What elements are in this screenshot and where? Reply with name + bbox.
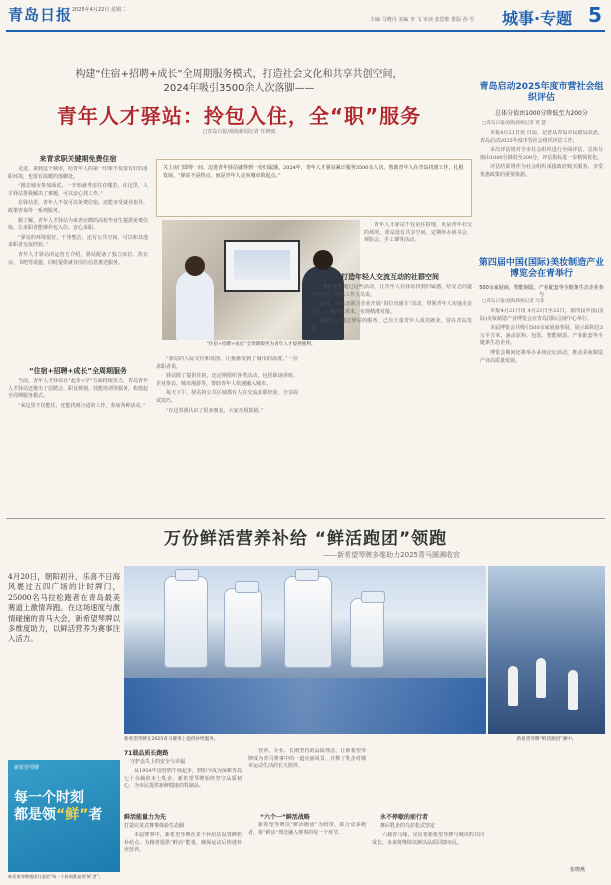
pull-quote: 关上房门即得一间，迈进青年驿站就得到一份归属感。2024年，青年人才驿站累计服务3500余人次，帮助青年人在青岛找到工作、扎根发展。“驿站不是终点，而是青年人走向城市的起点。” xyxy=(156,159,472,217)
paragraph: “在这里我认识了很多朋友，大家互相鼓励。” xyxy=(166,407,264,414)
header-rule xyxy=(6,30,605,32)
masthead: 青岛日报 xyxy=(8,6,73,24)
sec4-body xyxy=(372,832,484,882)
brand-poster xyxy=(8,760,120,872)
sec4-title: 永不停歇的前行者 xyxy=(380,814,429,821)
runner-figure xyxy=(536,658,546,698)
poster-line-3: 者 xyxy=(88,807,103,823)
main-story xyxy=(6,34,472,516)
col1-body-2 xyxy=(8,378,148,514)
paragraph: 营养、专业、长期坚持的品质理念，让新希望琴牌成为青马赛事中的一道亮丽风景，诠释了乳企对城市运动生活的长久陪伴。 xyxy=(248,748,366,770)
kicker-line-1: 构建“住宿+招聘+成长”全周期服务模式，打造社会文化和共享共创空间， xyxy=(75,69,403,80)
milk-bottle-shape xyxy=(224,588,262,668)
paragraph: 此外，驿站还联合企业开展“岗位直通车”活动，带领青年人实地走访企业，了解岗位需求，实现精准对接。 xyxy=(310,301,472,315)
sidebar-body-2 xyxy=(480,308,603,514)
poster-slogan xyxy=(14,790,102,824)
paragraph: 本次评估将对全市社会组织进行全面评估，总体分值由1000分降低至200分，评估指标进一步精简优化。 xyxy=(480,147,603,161)
photo-caption: “住宿+招聘+成长”全周期服务为青年人才提供便利。 xyxy=(206,342,316,347)
runner-figure xyxy=(508,666,518,706)
col2-body xyxy=(156,356,298,514)
sidebar-body-1 xyxy=(480,130,603,250)
col3-body xyxy=(310,284,472,514)
sidebar-headline-1: 青岛启动2025年度市营社会组织评估 xyxy=(479,82,604,103)
main-kicker xyxy=(6,68,472,96)
paragraph: 青年人才驿站的运营方介绍，驿站配备了独立床位、洗衣房、书吧等设施，同时提供就业岗位信息推送服务。 xyxy=(8,251,148,266)
editor-credits: 主编 马晓丹 美编 李 飞 审读 张思维 排版 孙 雪 xyxy=(370,17,475,23)
story2-subtitle: ——新希望琴牌多维助力2025青马圆满收官 xyxy=(323,551,460,559)
col1-body xyxy=(8,166,148,362)
sec2-title: 鲜活能量力为先 xyxy=(124,814,167,821)
paragraph: 青年人才驿站不仅是住宿地，更是青年社交的场所。驿站设有共享空间，定期举办读书会、观影会、手工课等活动。 xyxy=(364,222,472,244)
milk-bottle-shape xyxy=(350,598,384,668)
paragraph: 据统计，通过驿站的服务，已有大量青年人成功就业，留在青岛发展。 xyxy=(310,318,472,332)
paragraph: 博览会期间还将举办多场论坛活动，推动美妆制造产业高质量发展。 xyxy=(480,349,603,364)
col1-subhead-2: “住宿+招聘+成长”全周期服务 xyxy=(29,367,127,375)
paragraph: “驿站的人际交往和氛围，让我感受到了城市的温度。”一位求职者说。 xyxy=(156,356,298,370)
issue-date: 2025年4月22日 星期二 xyxy=(72,7,126,13)
sec2-body xyxy=(124,832,242,882)
poster-caption: 新希望琴牌跑团打造的“每一个时刻都是领‘鲜’者”。 xyxy=(8,874,103,879)
paragraph: 本届赛事中，新希望琴牌在多个补给站设置鲜奶补给点，为跑者提供“鲜活”能量，确保运动后快速补充营养。 xyxy=(124,832,242,854)
runners-caption: 新希望琴牌“鲜活跑团”赛中。 xyxy=(516,737,577,742)
col3-subhead: 打造年轻人交流互动的社群空间 xyxy=(341,273,439,281)
milk-bottle-shape xyxy=(164,576,208,668)
story2-photo-caption: 新希望琴牌在2025青马赛事上提供补给服务。 xyxy=(124,737,219,742)
paragraph: 新希望琴牌以“鲜活跑团”为纽带，联合众多跑者，将“鲜活”理念融入赛事的每一个环节。 xyxy=(248,822,366,836)
marathon-supply-photo xyxy=(124,566,486,734)
sec4-subtitle: 赛后乳企的乌拉松式坚定 xyxy=(380,823,436,829)
story2-lead: 4月20日，朝阳初升，乐喜不日海风裹过五四广场的计时牌门，25000名马拉松跑者在青岛最美赛道上激情奔跑。在这场速度与激情碰撞的青马大会，新希望琴牌以多维度助力，以鲜活营养为赛事注入活力。 xyxy=(8,572,120,644)
sidebar-byline-2: □青岛日报/观海新闻记者 马菲 xyxy=(482,299,545,304)
crowd-band xyxy=(124,678,486,734)
runners-photo xyxy=(488,566,605,734)
sec1-title: 71载品质长跑路 xyxy=(124,750,169,757)
paragraph: “我们希望通过这些活动，让青年人在驿站找到归属感，结交志同道合的朋友。”驿站工作人员说。 xyxy=(310,284,472,298)
person-figure xyxy=(176,270,214,340)
col1-subhead: 来青求职关键期免费住宿 xyxy=(39,155,117,163)
poster-accent: “鲜” xyxy=(56,807,89,823)
paragraph: “来这里不仅能住，还能找到合适的工作，参加各种活动。” xyxy=(18,402,146,409)
news-sidebar xyxy=(478,34,605,516)
sidebar-subtitle-2: 500余家展商，智能制造、产业配套等全链条生态企业参与 xyxy=(479,285,604,298)
poster-brand-tag: 新希望琴牌 xyxy=(14,765,40,771)
paragraph: 本报4月21日讯 4月21日至23日，第四届中国(国际)美妆制造产业博览会在青岛国际会展中心举行。 xyxy=(480,308,603,322)
story2-author: 张晓燕 xyxy=(570,867,586,873)
main-headline: 青年人才驿站：拎包入住，全“职”服务 xyxy=(56,104,422,128)
section-title: 城事·专题 xyxy=(502,9,573,28)
paragraph: 每天下午，驿站的公共区域都有人在交流求职经验，分享面试技巧。 xyxy=(156,390,298,404)
sec3-title: “六个一”鲜活战略 xyxy=(260,814,310,821)
sec3-body xyxy=(248,822,366,882)
paragraph: 据了解，青年人才驿站为来青应聘的高校毕业生提供免费住宿，让求职者能够拎包入住、安心求职。 xyxy=(8,217,148,232)
paragraph: 走进、来到这个城市，给青年人的第一印象不仅要有好的求职环境，也要有温暖的落脚处。 xyxy=(8,166,148,180)
sidebar-byline-1: □青岛日报/观海新闻记者 贾 慧 xyxy=(482,121,546,126)
sidebar-subtitle-1: 总体分值由1000分降低至为200分 xyxy=(495,110,588,117)
milk-bottle-shape xyxy=(284,576,332,668)
poster-line-2 xyxy=(14,807,102,824)
section-divider xyxy=(6,518,605,519)
col4-body xyxy=(248,748,366,808)
paragraph: 评估结果将作为社会组织承接政府购买服务、享受优惠政策的重要依据。 xyxy=(480,164,603,178)
paragraph: 六载青马缘，见证着新希望琴牌与城市的共同成长，未来将继续以鲜活品质回馈市民。 xyxy=(372,832,484,846)
paragraph: 从1954年国营奶牛场起步，到如今成为深耕青岛七十余载的本土乳企，新希望琴牌始终坚守品质初心，为市民提供新鲜健康的乳制品。 xyxy=(124,768,242,790)
monitor-shape xyxy=(224,240,300,292)
page-number: 5 xyxy=(588,3,602,27)
sec2-subtitle: 打造完美式赛事体验生态圈 xyxy=(124,823,185,829)
col3-top-body xyxy=(364,222,472,270)
kicker-line-2: 2024年吸引3500余人次落脚—— xyxy=(163,83,315,94)
poster-line-2-text: 都是领 xyxy=(14,807,56,823)
paragraph: “驿站的环境很好，干净整洁，还有公共空间，可以和其他求职者交流经验。” xyxy=(8,234,148,249)
main-byline: □青岛日报/观海新闻记者 任晓雨 xyxy=(202,129,276,135)
sec1-subtitle: 守护丢失上的安全与幸福 xyxy=(130,759,186,765)
sidebar-headline-2: 第四届中国(国际)美妆制造产业博览会在青举行 xyxy=(478,258,605,279)
paragraph: 本报4月21日讯 日前，记者从青岛市民政局获悉，青岛启动2025年度市管社会组织评估工作。 xyxy=(480,130,603,144)
paragraph: “刚去城市参加面试，一开始就考虑住在哪里。在这里，人才驿站帮我解决了难题，可以安心找工作。” xyxy=(8,183,148,197)
paragraph: 当前，青年人才驿站在“起步+学”方面持续发力，青岛青年人才驿站还推出了招聘会、职业规划、技能培训等服务，构建起全周期服务模式。 xyxy=(8,378,148,400)
paragraph: 在驿站里，青年人不仅可以免费住宿，还能享受就业指导、政策咨询等一系列服务。 xyxy=(8,200,148,214)
sec1-body xyxy=(124,768,242,808)
paragraph: 本届博览会共吸引500余家展商参展，展示面积达3万平方米，涵盖原料、包装、智能制造、产业配套等全链条生态企业。 xyxy=(480,325,603,347)
paragraph: 驿站除了提供住宿，还定期组织各类活动，包括职场讲座、企业参访、城市漫游等，帮助青年人快速融入城市。 xyxy=(156,373,298,387)
runner-figure xyxy=(568,670,578,710)
poster-line-1: 每一个时刻 xyxy=(14,790,84,806)
story2-headline: 万份鲜活营养补给 “鲜活跑团”领跑 xyxy=(163,529,448,549)
